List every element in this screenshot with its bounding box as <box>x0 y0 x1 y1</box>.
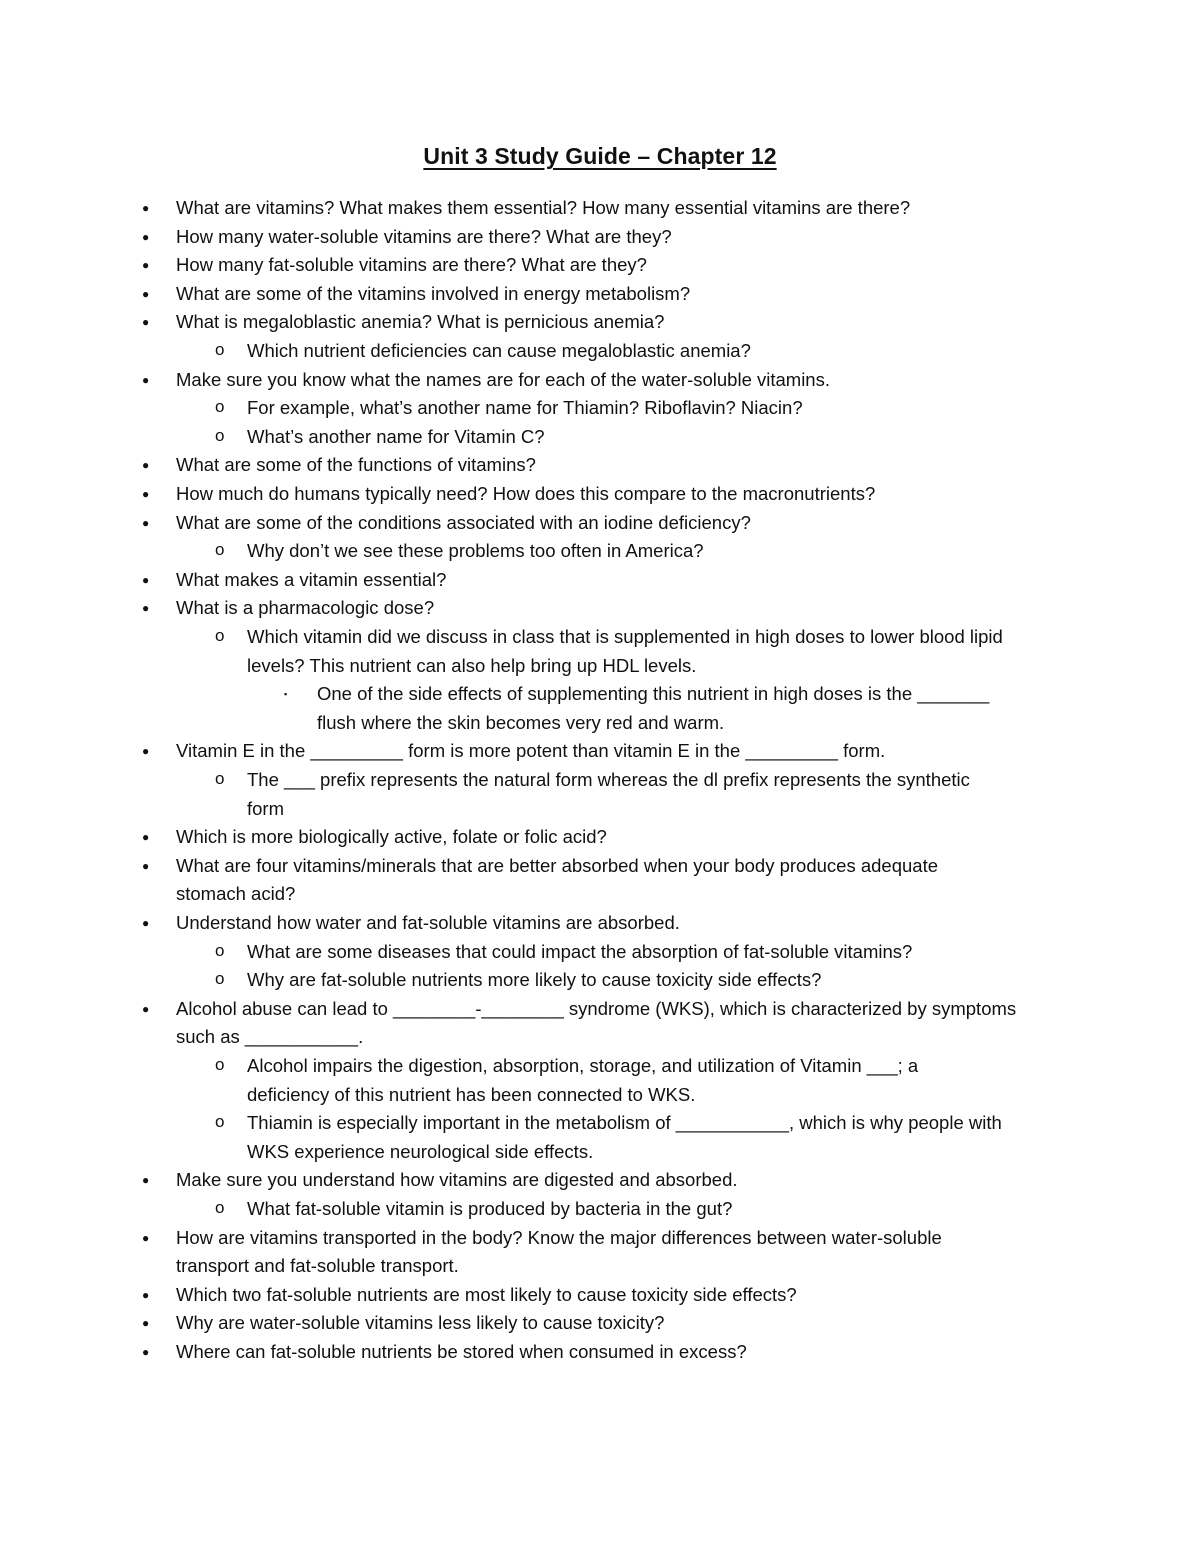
bullet-dot: ● <box>142 258 150 273</box>
bullet-circle: o <box>215 540 225 560</box>
bullet-dot: ● <box>142 572 150 587</box>
item-text-line: What are some diseases that could impact the absorption of fat-soluble vitamins? <box>247 940 913 962</box>
item-text-line: What are some of the conditions associated with an iodine deficiency? <box>176 511 751 533</box>
item-text-line: Which two fat-soluble nutrients are most likely to cause toxicity side effects? <box>176 1283 797 1305</box>
item-text-line: deficiency of this nutrient has been connected to WKS. <box>247 1083 696 1105</box>
item-text-line: How are vitamins transported in the body? Know the major differences between water-soluble <box>176 1226 942 1248</box>
bullet-circle: o <box>215 1055 225 1074</box>
item-text-line: Why don’t we see these problems too often in America? <box>247 540 704 562</box>
bullet-dot: ● <box>142 601 150 616</box>
item-text-line: Which nutrient deficiencies can cause megaloblastic anemia? <box>247 340 751 361</box>
item-text-line: Understand how water and fat-soluble vitamins are absorbed. <box>176 912 680 933</box>
bullet-dot: ● <box>142 458 150 473</box>
item-text-line: levels? This nutrient can also help bring up HDL levels. <box>247 654 697 676</box>
bullet-dot: ● <box>142 1345 150 1359</box>
bullet-circle: o <box>215 340 225 359</box>
item-text-line: Which is more biologically active, folate or folic acid? <box>176 826 607 848</box>
bullet-dot: ● <box>142 286 150 301</box>
item-text-line: What’s another name for Vitamin C? <box>247 425 545 447</box>
item-text-line: How many water-soluble vitamins are there? What are they? <box>176 225 672 247</box>
bullet-dot: ● <box>142 372 150 387</box>
bullet-circle: o <box>215 940 225 960</box>
item-text-line: form <box>247 797 284 819</box>
item-text-line: What are vitamins? What makes them essential? How many essential vitamins are there? <box>176 197 911 218</box>
item-text-line: Alcohol impairs the digestion, absorption, storage, and utilization of Vitamin ___; a <box>247 1055 919 1076</box>
bullet-dot: ● <box>142 1001 150 1016</box>
item-text-line: Make sure you understand how vitamins are digested and absorbed. <box>176 1169 738 1191</box>
bullet-square: ▪ <box>284 689 288 700</box>
bullet-dot: ● <box>142 1316 150 1331</box>
item-text-line: What makes a vitamin essential? <box>176 568 447 590</box>
bullet-dot: ● <box>142 1287 150 1302</box>
item-text-line: What fat-soluble vitamin is produced by bacteria in the gut? <box>247 1198 733 1219</box>
bullet-dot: ● <box>142 858 150 873</box>
item-text-line: What are four vitamins/minerals that are better absorbed when your body produces adequate <box>176 854 939 876</box>
item-text-line: What is a pharmacologic dose? <box>176 597 435 619</box>
bullet-circle: o <box>215 626 225 645</box>
item-text-line: Alcohol abuse can lead to ________-________ syndrome (WKS), which is characterized by symptoms <box>176 997 1017 1019</box>
bullet-circle: o <box>215 397 225 417</box>
bullet-dot: ● <box>142 1230 150 1245</box>
item-text-line: flush where the skin becomes very red and warm. <box>317 711 725 733</box>
bullet-dot: ● <box>142 315 150 330</box>
item-text-line: What is megaloblastic anemia? What is pernicious anemia? <box>176 311 665 333</box>
document-title: Unit 3 Study Guide – Chapter 12 <box>423 143 777 169</box>
item-text-line: Vitamin E in the _________ form is more potent than vitamin E in the _________ form. <box>176 740 886 762</box>
bullet-dot: ● <box>142 229 150 244</box>
item-text-line: The ___ prefix represents the natural form whereas the dl prefix represents the synthetic <box>247 769 970 790</box>
bullet-dot: ● <box>142 487 150 501</box>
item-text-line: One of the side effects of supplementing this nutrient in high doses is the _______ <box>317 683 990 705</box>
bullet-dot: ● <box>142 830 150 845</box>
bullet-circle: o <box>215 1112 225 1132</box>
item-text-line: Where can fat-soluble nutrients be stored when consumed in excess? <box>176 1341 747 1362</box>
item-text-line: How many fat-soluble vitamins are there? What are they? <box>176 254 647 276</box>
bullet-circle: o <box>215 1198 225 1217</box>
item-text-line: For example, what’s another name for Thiamin? Riboflavin? Niacin? <box>247 397 803 419</box>
item-text-line: transport and fat-soluble transport. <box>176 1255 459 1277</box>
item-text-line: stomach acid? <box>176 883 296 905</box>
item-text-line: Which vitamin did we discuss in class that is supplemented in high doses to lower blood lipid <box>247 626 1003 647</box>
item-text-line: How much do humans typically need? How does this compare to the macronutrients? <box>176 483 876 504</box>
item-text-line: What are some of the vitamins involved in energy metabolism? <box>176 282 691 304</box>
item-text-line: Why are water-soluble vitamins less likely to cause toxicity? <box>176 1312 665 1334</box>
item-text-line: such as ___________. <box>176 1026 364 1048</box>
item-text-line: WKS experience neurological side effects. <box>247 1140 594 1162</box>
item-text-line: Thiamin is especially important in the metabolism of ___________, which is why people with <box>247 1112 1002 1134</box>
bullet-circle: o <box>215 969 225 989</box>
item-text-line: Why are fat-soluble nutrients more likely to cause toxicity side effects? <box>247 969 822 991</box>
bullet-circle: o <box>215 425 225 445</box>
item-text-line: What are some of the functions of vitamins? <box>176 454 536 476</box>
item-text-line: Make sure you know what the names are for each of the water-soluble vitamins. <box>176 368 830 390</box>
bullet-dot: ● <box>142 916 150 930</box>
bullet-dot: ● <box>142 1173 150 1188</box>
bullet-dot: ● <box>142 744 150 759</box>
bullet-dot: ● <box>142 201 150 215</box>
bullet-dot: ● <box>142 515 150 530</box>
bullet-circle: o <box>215 769 225 788</box>
